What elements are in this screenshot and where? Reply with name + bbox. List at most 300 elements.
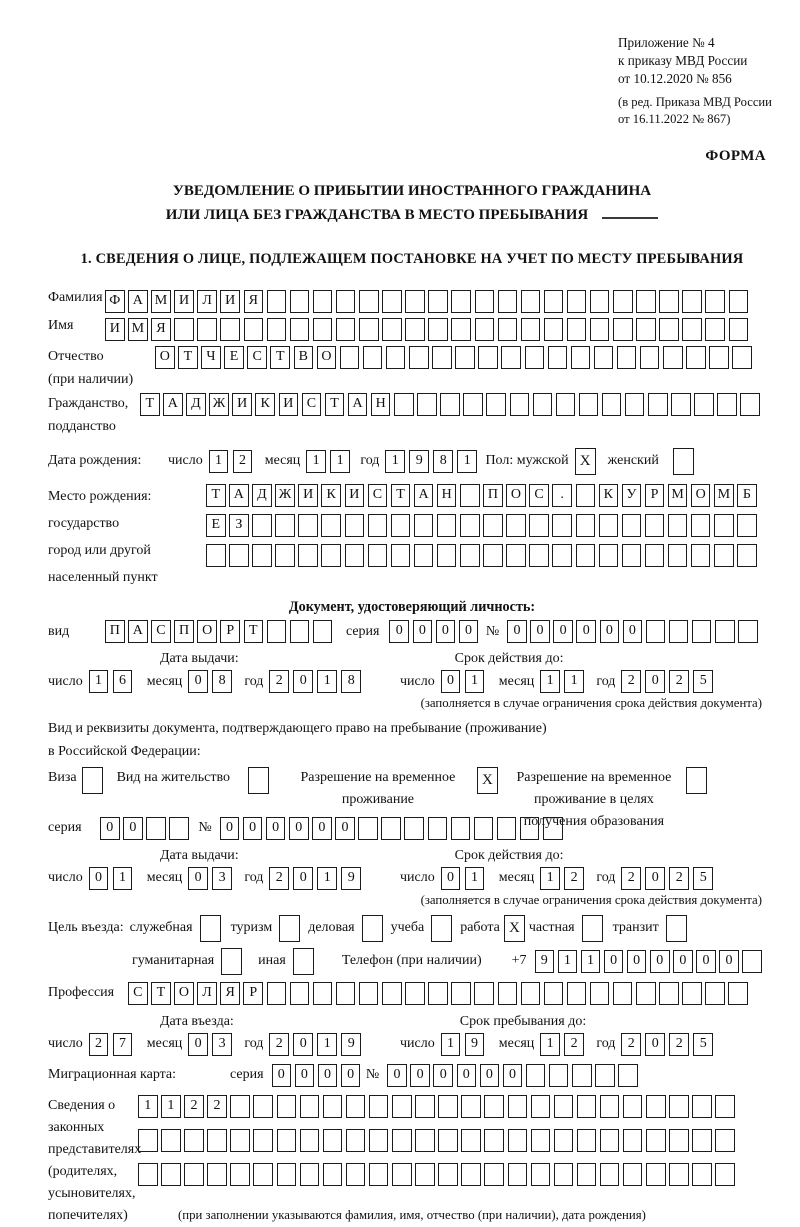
char-cell[interactable]: [369, 1129, 389, 1152]
char-cell[interactable]: [138, 1129, 158, 1152]
char-cell[interactable]: 0: [441, 867, 461, 890]
char-cell[interactable]: 1: [385, 450, 405, 473]
char-cell[interactable]: [455, 346, 475, 369]
char-cell[interactable]: [554, 1129, 574, 1152]
char-cell[interactable]: 0: [410, 1064, 430, 1087]
char-cell[interactable]: [682, 982, 702, 1005]
char-cell[interactable]: О: [317, 346, 337, 369]
char-cell[interactable]: С: [128, 982, 148, 1005]
char-cell[interactable]: [717, 393, 737, 416]
char-cell[interactable]: З: [229, 514, 249, 537]
char-cell[interactable]: С: [151, 620, 171, 643]
char-cell[interactable]: [669, 1095, 689, 1118]
char-cell[interactable]: Ж: [209, 393, 229, 416]
char-cell[interactable]: 9: [409, 450, 429, 473]
char-cell[interactable]: [668, 514, 688, 537]
char-cell[interactable]: Д: [252, 484, 272, 507]
char-cell[interactable]: [705, 318, 725, 341]
char-cell[interactable]: О: [506, 484, 526, 507]
char-cell[interactable]: [552, 544, 572, 567]
char-cell[interactable]: И: [345, 484, 365, 507]
char-cell[interactable]: [705, 290, 725, 313]
char-cell[interactable]: [498, 318, 518, 341]
char-cell[interactable]: [691, 544, 711, 567]
char-cell[interactable]: 1: [457, 450, 477, 473]
char-cell[interactable]: [531, 1095, 551, 1118]
char-cell[interactable]: [691, 514, 711, 537]
char-cell[interactable]: [715, 620, 735, 643]
char-cell[interactable]: 8: [433, 450, 453, 473]
char-cell[interactable]: [405, 982, 425, 1005]
char-cell[interactable]: 0: [335, 817, 355, 840]
char-cell[interactable]: Т: [325, 393, 345, 416]
char-cell[interactable]: 0: [413, 620, 433, 643]
char-cell[interactable]: [253, 1095, 273, 1118]
char-cell[interactable]: М: [668, 484, 688, 507]
char-cell[interactable]: Т: [151, 982, 171, 1005]
char-cell[interactable]: 1: [113, 867, 133, 890]
char-cell[interactable]: [207, 1129, 227, 1152]
char-cell[interactable]: 1: [540, 867, 560, 890]
char-cell[interactable]: [531, 1163, 551, 1186]
char-cell[interactable]: [391, 544, 411, 567]
char-cell[interactable]: М: [128, 318, 148, 341]
char-cell[interactable]: [498, 982, 518, 1005]
purpose-tourism-checkbox[interactable]: [279, 915, 300, 942]
char-cell[interactable]: А: [348, 393, 368, 416]
char-cell[interactable]: 0: [389, 620, 409, 643]
char-cell[interactable]: [714, 514, 734, 537]
char-cell[interactable]: [417, 393, 437, 416]
char-cell[interactable]: 1: [465, 670, 485, 693]
char-cell[interactable]: [595, 1064, 615, 1087]
char-cell[interactable]: [486, 393, 506, 416]
char-cell[interactable]: [313, 318, 333, 341]
char-cell[interactable]: [659, 318, 679, 341]
char-cell[interactable]: [521, 318, 541, 341]
char-cell[interactable]: Е: [206, 514, 226, 537]
char-cell[interactable]: [267, 290, 287, 313]
purpose-official-checkbox[interactable]: [200, 915, 221, 942]
char-cell[interactable]: С: [302, 393, 322, 416]
char-cell[interactable]: [682, 318, 702, 341]
char-cell[interactable]: 0: [123, 817, 143, 840]
char-cell[interactable]: 0: [645, 1033, 665, 1056]
char-cell[interactable]: [556, 393, 576, 416]
purpose-humanitarian-checkbox[interactable]: [221, 948, 242, 975]
char-cell[interactable]: [323, 1129, 343, 1152]
char-cell[interactable]: 6: [113, 670, 133, 693]
char-cell[interactable]: [267, 318, 287, 341]
char-cell[interactable]: 0: [433, 1064, 453, 1087]
char-cell[interactable]: [369, 1163, 389, 1186]
char-cell[interactable]: Т: [206, 484, 226, 507]
char-cell[interactable]: [290, 620, 310, 643]
char-cell[interactable]: [510, 393, 530, 416]
char-cell[interactable]: [451, 817, 471, 840]
char-cell[interactable]: Р: [220, 620, 240, 643]
char-cell[interactable]: [590, 318, 610, 341]
char-cell[interactable]: 3: [212, 1033, 232, 1056]
char-cell[interactable]: 1: [209, 450, 229, 473]
char-cell[interactable]: 2: [269, 1033, 289, 1056]
char-cell[interactable]: 0: [243, 817, 263, 840]
char-cell[interactable]: [576, 484, 596, 507]
char-cell[interactable]: [600, 1095, 620, 1118]
char-cell[interactable]: Д: [186, 393, 206, 416]
char-cell[interactable]: Л: [197, 290, 217, 313]
char-cell[interactable]: [474, 817, 494, 840]
char-cell[interactable]: [461, 1163, 481, 1186]
char-cell[interactable]: [501, 346, 521, 369]
char-cell[interactable]: Р: [243, 982, 263, 1005]
char-cell[interactable]: [415, 1095, 435, 1118]
char-cell[interactable]: 0: [696, 950, 716, 973]
purpose-study-checkbox[interactable]: [431, 915, 452, 942]
char-cell[interactable]: [253, 1163, 273, 1186]
char-cell[interactable]: [313, 620, 333, 643]
char-cell[interactable]: [622, 514, 642, 537]
char-cell[interactable]: К: [321, 484, 341, 507]
char-cell[interactable]: [646, 1129, 666, 1152]
char-cell[interactable]: [613, 318, 633, 341]
char-cell[interactable]: [740, 393, 760, 416]
char-cell[interactable]: [451, 982, 471, 1005]
char-cell[interactable]: Ф: [105, 290, 125, 313]
char-cell[interactable]: Е: [224, 346, 244, 369]
char-cell[interactable]: [414, 514, 434, 537]
char-cell[interactable]: С: [247, 346, 267, 369]
char-cell[interactable]: [414, 544, 434, 567]
char-cell[interactable]: [484, 1095, 504, 1118]
char-cell[interactable]: 0: [318, 1064, 338, 1087]
char-cell[interactable]: [313, 982, 333, 1005]
char-cell[interactable]: 0: [220, 817, 240, 840]
char-cell[interactable]: [336, 982, 356, 1005]
char-cell[interactable]: [300, 1163, 320, 1186]
char-cell[interactable]: [521, 290, 541, 313]
char-cell[interactable]: [645, 514, 665, 537]
char-cell[interactable]: [599, 514, 619, 537]
char-cell[interactable]: [669, 1129, 689, 1152]
char-cell[interactable]: 1: [306, 450, 326, 473]
char-cell[interactable]: [705, 982, 725, 1005]
char-cell[interactable]: [543, 817, 563, 840]
purpose-private-checkbox[interactable]: [582, 915, 603, 942]
char-cell[interactable]: [600, 1163, 620, 1186]
char-cell[interactable]: [409, 346, 429, 369]
char-cell[interactable]: 9: [341, 1033, 361, 1056]
char-cell[interactable]: [659, 290, 679, 313]
char-cell[interactable]: 0: [459, 620, 479, 643]
char-cell[interactable]: И: [279, 393, 299, 416]
char-cell[interactable]: [298, 514, 318, 537]
char-cell[interactable]: 0: [289, 817, 309, 840]
char-cell[interactable]: О: [155, 346, 175, 369]
char-cell[interactable]: [461, 1129, 481, 1152]
char-cell[interactable]: [525, 346, 545, 369]
char-cell[interactable]: [682, 290, 702, 313]
char-cell[interactable]: [709, 346, 729, 369]
char-cell[interactable]: [526, 1064, 546, 1087]
temp-residence-edu-checkbox[interactable]: [686, 767, 707, 794]
char-cell[interactable]: Р: [645, 484, 665, 507]
char-cell[interactable]: .: [552, 484, 572, 507]
char-cell[interactable]: [428, 290, 448, 313]
char-cell[interactable]: [161, 1163, 181, 1186]
char-cell[interactable]: [381, 817, 401, 840]
char-cell[interactable]: [207, 1163, 227, 1186]
purpose-business-checkbox[interactable]: [362, 915, 383, 942]
char-cell[interactable]: 5: [693, 867, 713, 890]
char-cell[interactable]: [520, 817, 540, 840]
char-cell[interactable]: 0: [341, 1064, 361, 1087]
char-cell[interactable]: 2: [233, 450, 253, 473]
char-cell[interactable]: [368, 544, 388, 567]
char-cell[interactable]: [460, 544, 480, 567]
char-cell[interactable]: 0: [387, 1064, 407, 1087]
char-cell[interactable]: М: [714, 484, 734, 507]
char-cell[interactable]: [229, 544, 249, 567]
char-cell[interactable]: 2: [184, 1095, 204, 1118]
char-cell[interactable]: 1: [161, 1095, 181, 1118]
char-cell[interactable]: [298, 544, 318, 567]
char-cell[interactable]: 9: [535, 950, 555, 973]
char-cell[interactable]: [729, 290, 749, 313]
char-cell[interactable]: [567, 290, 587, 313]
char-cell[interactable]: [345, 544, 365, 567]
char-cell[interactable]: И: [298, 484, 318, 507]
char-cell[interactable]: [623, 1129, 643, 1152]
char-cell[interactable]: [715, 1129, 735, 1152]
char-cell[interactable]: 0: [530, 620, 550, 643]
char-cell[interactable]: 0: [436, 620, 456, 643]
char-cell[interactable]: [506, 514, 526, 537]
char-cell[interactable]: 2: [89, 1033, 109, 1056]
char-cell[interactable]: [300, 1129, 320, 1152]
char-cell[interactable]: [358, 817, 378, 840]
char-cell[interactable]: [359, 982, 379, 1005]
char-cell[interactable]: 0: [553, 620, 573, 643]
char-cell[interactable]: 1: [317, 867, 337, 890]
char-cell[interactable]: [300, 1095, 320, 1118]
char-cell[interactable]: 0: [719, 950, 739, 973]
char-cell[interactable]: [290, 290, 310, 313]
char-cell[interactable]: [737, 514, 757, 537]
char-cell[interactable]: О: [174, 982, 194, 1005]
char-cell[interactable]: [460, 484, 480, 507]
char-cell[interactable]: [391, 514, 411, 537]
char-cell[interactable]: [577, 1095, 597, 1118]
char-cell[interactable]: 0: [503, 1064, 523, 1087]
char-cell[interactable]: [346, 1163, 366, 1186]
char-cell[interactable]: И: [232, 393, 252, 416]
char-cell[interactable]: [382, 982, 402, 1005]
char-cell[interactable]: 0: [295, 1064, 315, 1087]
char-cell[interactable]: [579, 393, 599, 416]
char-cell[interactable]: [618, 1064, 638, 1087]
char-cell[interactable]: И: [105, 318, 125, 341]
char-cell[interactable]: [474, 982, 494, 1005]
char-cell[interactable]: О: [197, 620, 217, 643]
char-cell[interactable]: Я: [244, 290, 264, 313]
char-cell[interactable]: [275, 544, 295, 567]
char-cell[interactable]: 0: [89, 867, 109, 890]
char-cell[interactable]: 2: [621, 670, 641, 693]
char-cell[interactable]: Н: [437, 484, 457, 507]
char-cell[interactable]: [475, 290, 495, 313]
char-cell[interactable]: [572, 1064, 592, 1087]
char-cell[interactable]: 0: [272, 1064, 292, 1087]
char-cell[interactable]: Ч: [201, 346, 221, 369]
char-cell[interactable]: [206, 544, 226, 567]
char-cell[interactable]: [277, 1129, 297, 1152]
char-cell[interactable]: [737, 544, 757, 567]
char-cell[interactable]: 0: [188, 1033, 208, 1056]
char-cell[interactable]: 0: [188, 670, 208, 693]
char-cell[interactable]: 1: [564, 670, 584, 693]
char-cell[interactable]: 1: [540, 1033, 560, 1056]
char-cell[interactable]: [529, 514, 549, 537]
char-cell[interactable]: 1: [317, 670, 337, 693]
char-cell[interactable]: 1: [330, 450, 350, 473]
char-cell[interactable]: [277, 1163, 297, 1186]
char-cell[interactable]: [478, 346, 498, 369]
char-cell[interactable]: [440, 393, 460, 416]
char-cell[interactable]: Т: [270, 346, 290, 369]
char-cell[interactable]: [451, 290, 471, 313]
visa-checkbox[interactable]: [82, 767, 103, 794]
sex-female-checkbox[interactable]: [673, 448, 694, 475]
char-cell[interactable]: [625, 393, 645, 416]
char-cell[interactable]: 0: [188, 867, 208, 890]
char-cell[interactable]: [686, 346, 706, 369]
char-cell[interactable]: [694, 393, 714, 416]
char-cell[interactable]: [554, 1163, 574, 1186]
char-cell[interactable]: [506, 544, 526, 567]
char-cell[interactable]: [174, 318, 194, 341]
char-cell[interactable]: П: [483, 484, 503, 507]
char-cell[interactable]: Т: [244, 620, 264, 643]
char-cell[interactable]: [483, 514, 503, 537]
char-cell[interactable]: 8: [212, 670, 232, 693]
char-cell[interactable]: [663, 346, 683, 369]
char-cell[interactable]: [508, 1129, 528, 1152]
char-cell[interactable]: Б: [737, 484, 757, 507]
char-cell[interactable]: [577, 1163, 597, 1186]
char-cell[interactable]: 3: [212, 867, 232, 890]
char-cell[interactable]: [576, 544, 596, 567]
char-cell[interactable]: 5: [693, 670, 713, 693]
char-cell[interactable]: С: [529, 484, 549, 507]
char-cell[interactable]: [438, 1095, 458, 1118]
char-cell[interactable]: [146, 817, 166, 840]
char-cell[interactable]: 0: [673, 950, 693, 973]
char-cell[interactable]: П: [174, 620, 194, 643]
char-cell[interactable]: [521, 982, 541, 1005]
char-cell[interactable]: О: [691, 484, 711, 507]
char-cell[interactable]: 0: [650, 950, 670, 973]
char-cell[interactable]: 2: [621, 867, 641, 890]
char-cell[interactable]: [386, 346, 406, 369]
char-cell[interactable]: 2: [564, 1033, 584, 1056]
char-cell[interactable]: [184, 1129, 204, 1152]
char-cell[interactable]: [646, 620, 666, 643]
char-cell[interactable]: 0: [627, 950, 647, 973]
purpose-other-checkbox[interactable]: [293, 948, 314, 975]
char-cell[interactable]: [692, 1129, 712, 1152]
char-cell[interactable]: М: [151, 290, 171, 313]
char-cell[interactable]: [169, 817, 189, 840]
char-cell[interactable]: [252, 514, 272, 537]
char-cell[interactable]: [321, 514, 341, 537]
char-cell[interactable]: [594, 346, 614, 369]
char-cell[interactable]: А: [229, 484, 249, 507]
char-cell[interactable]: Т: [140, 393, 160, 416]
char-cell[interactable]: [669, 620, 689, 643]
char-cell[interactable]: [646, 1163, 666, 1186]
purpose-transit-checkbox[interactable]: [666, 915, 687, 942]
char-cell[interactable]: 0: [293, 670, 313, 693]
char-cell[interactable]: [729, 318, 749, 341]
char-cell[interactable]: 0: [266, 817, 286, 840]
char-cell[interactable]: [508, 1095, 528, 1118]
char-cell[interactable]: [671, 393, 691, 416]
char-cell[interactable]: 2: [269, 670, 289, 693]
char-cell[interactable]: [267, 620, 287, 643]
char-cell[interactable]: 1: [441, 1033, 461, 1056]
char-cell[interactable]: [432, 346, 452, 369]
char-cell[interactable]: [531, 1129, 551, 1152]
char-cell[interactable]: [405, 318, 425, 341]
char-cell[interactable]: [437, 544, 457, 567]
char-cell[interactable]: [321, 544, 341, 567]
char-cell[interactable]: 2: [564, 867, 584, 890]
char-cell[interactable]: 2: [207, 1095, 227, 1118]
char-cell[interactable]: 2: [669, 1033, 689, 1056]
char-cell[interactable]: В: [294, 346, 314, 369]
char-cell[interactable]: Н: [371, 393, 391, 416]
char-cell[interactable]: 0: [600, 620, 620, 643]
char-cell[interactable]: [567, 982, 587, 1005]
char-cell[interactable]: [648, 393, 668, 416]
char-cell[interactable]: [405, 290, 425, 313]
char-cell[interactable]: [636, 318, 656, 341]
char-cell[interactable]: 0: [441, 670, 461, 693]
temp-residence-checkbox[interactable]: X: [477, 767, 498, 794]
char-cell[interactable]: [394, 393, 414, 416]
char-cell[interactable]: [640, 346, 660, 369]
char-cell[interactable]: [392, 1163, 412, 1186]
char-cell[interactable]: [742, 950, 762, 973]
char-cell[interactable]: [340, 346, 360, 369]
char-cell[interactable]: [600, 1129, 620, 1152]
char-cell[interactable]: [554, 1095, 574, 1118]
char-cell[interactable]: [290, 982, 310, 1005]
char-cell[interactable]: [552, 514, 572, 537]
char-cell[interactable]: [636, 982, 656, 1005]
char-cell[interactable]: 2: [621, 1033, 641, 1056]
char-cell[interactable]: [475, 318, 495, 341]
char-cell[interactable]: [220, 318, 240, 341]
char-cell[interactable]: [336, 290, 356, 313]
char-cell[interactable]: [404, 817, 424, 840]
char-cell[interactable]: 1: [581, 950, 601, 973]
char-cell[interactable]: [623, 1163, 643, 1186]
char-cell[interactable]: [548, 346, 568, 369]
char-cell[interactable]: [451, 318, 471, 341]
char-cell[interactable]: 0: [604, 950, 624, 973]
